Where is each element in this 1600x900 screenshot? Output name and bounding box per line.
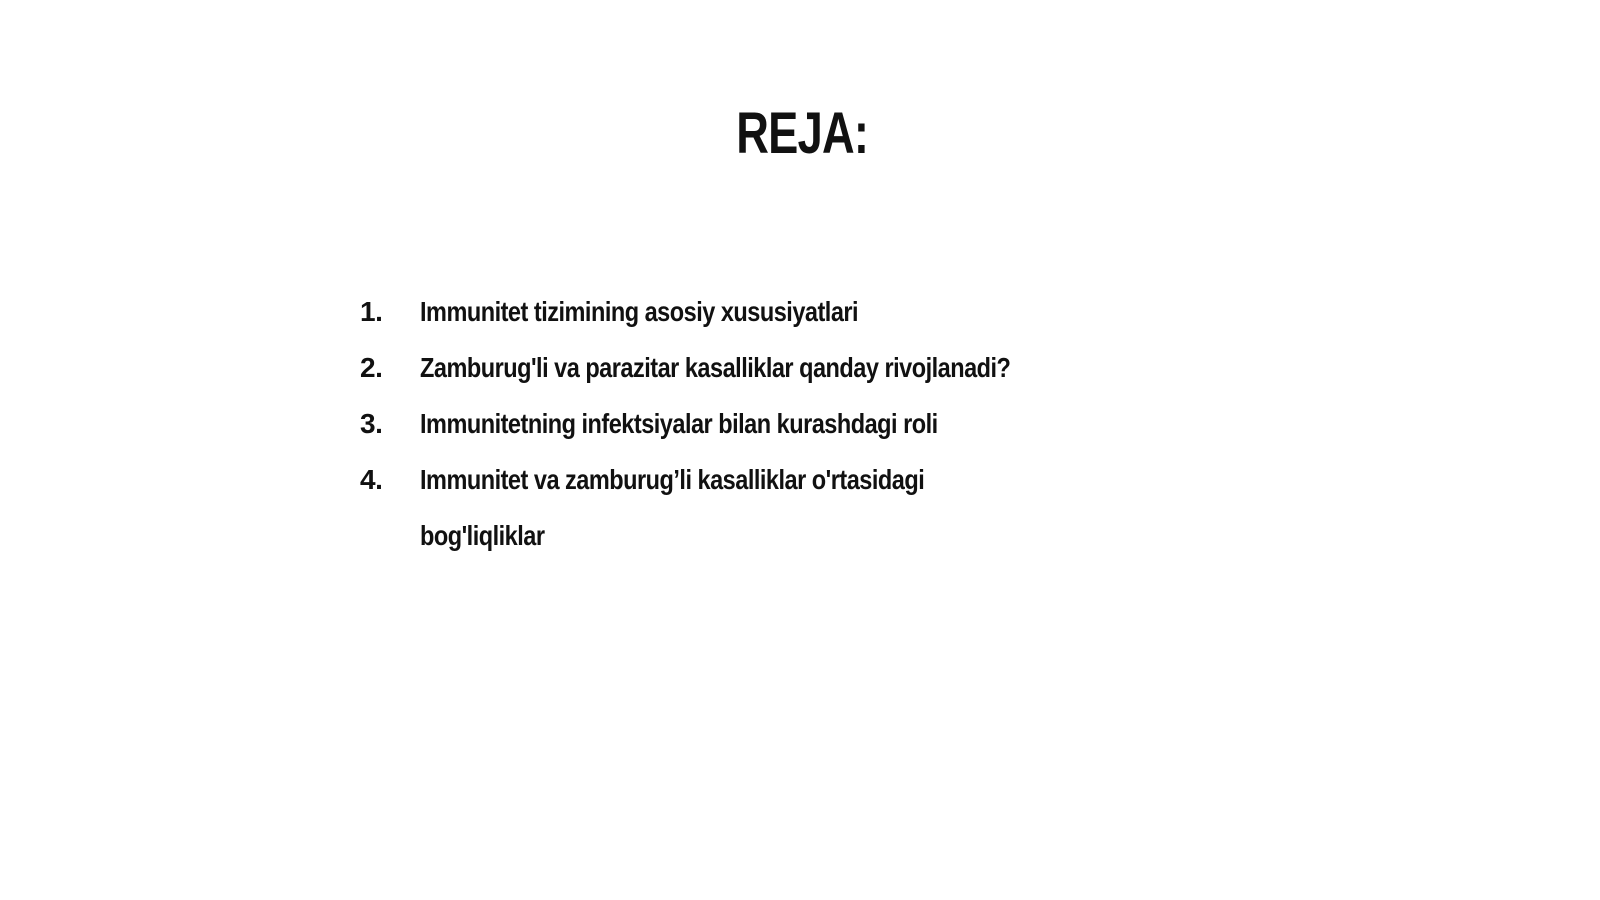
list-item [360,452,1260,564]
slide-title: REJA: [736,101,869,166]
list-item [360,396,1260,452]
list-item-number: 4. [360,464,383,495]
list-item-text: Immunitetning infektsiyalar bilan kurashdagi roli [420,408,938,439]
list-item-number: 3. [360,408,383,439]
plan-list [360,284,1260,564]
list-item-text: Immunitet va zamburug’li kasalliklar o'rtasidagi bog'liqliklar [420,464,925,551]
list-item-text: Immunitet tizimining asosiy xususiyatlari [420,296,859,327]
list-item-number: 1. [360,296,383,327]
list-item-number: 2. [360,352,383,383]
list-item-text: Zamburug'li va parazitar kasalliklar qanday rivojlanadi? [420,352,1011,383]
list-item [360,284,1260,340]
list-item [360,340,1260,396]
